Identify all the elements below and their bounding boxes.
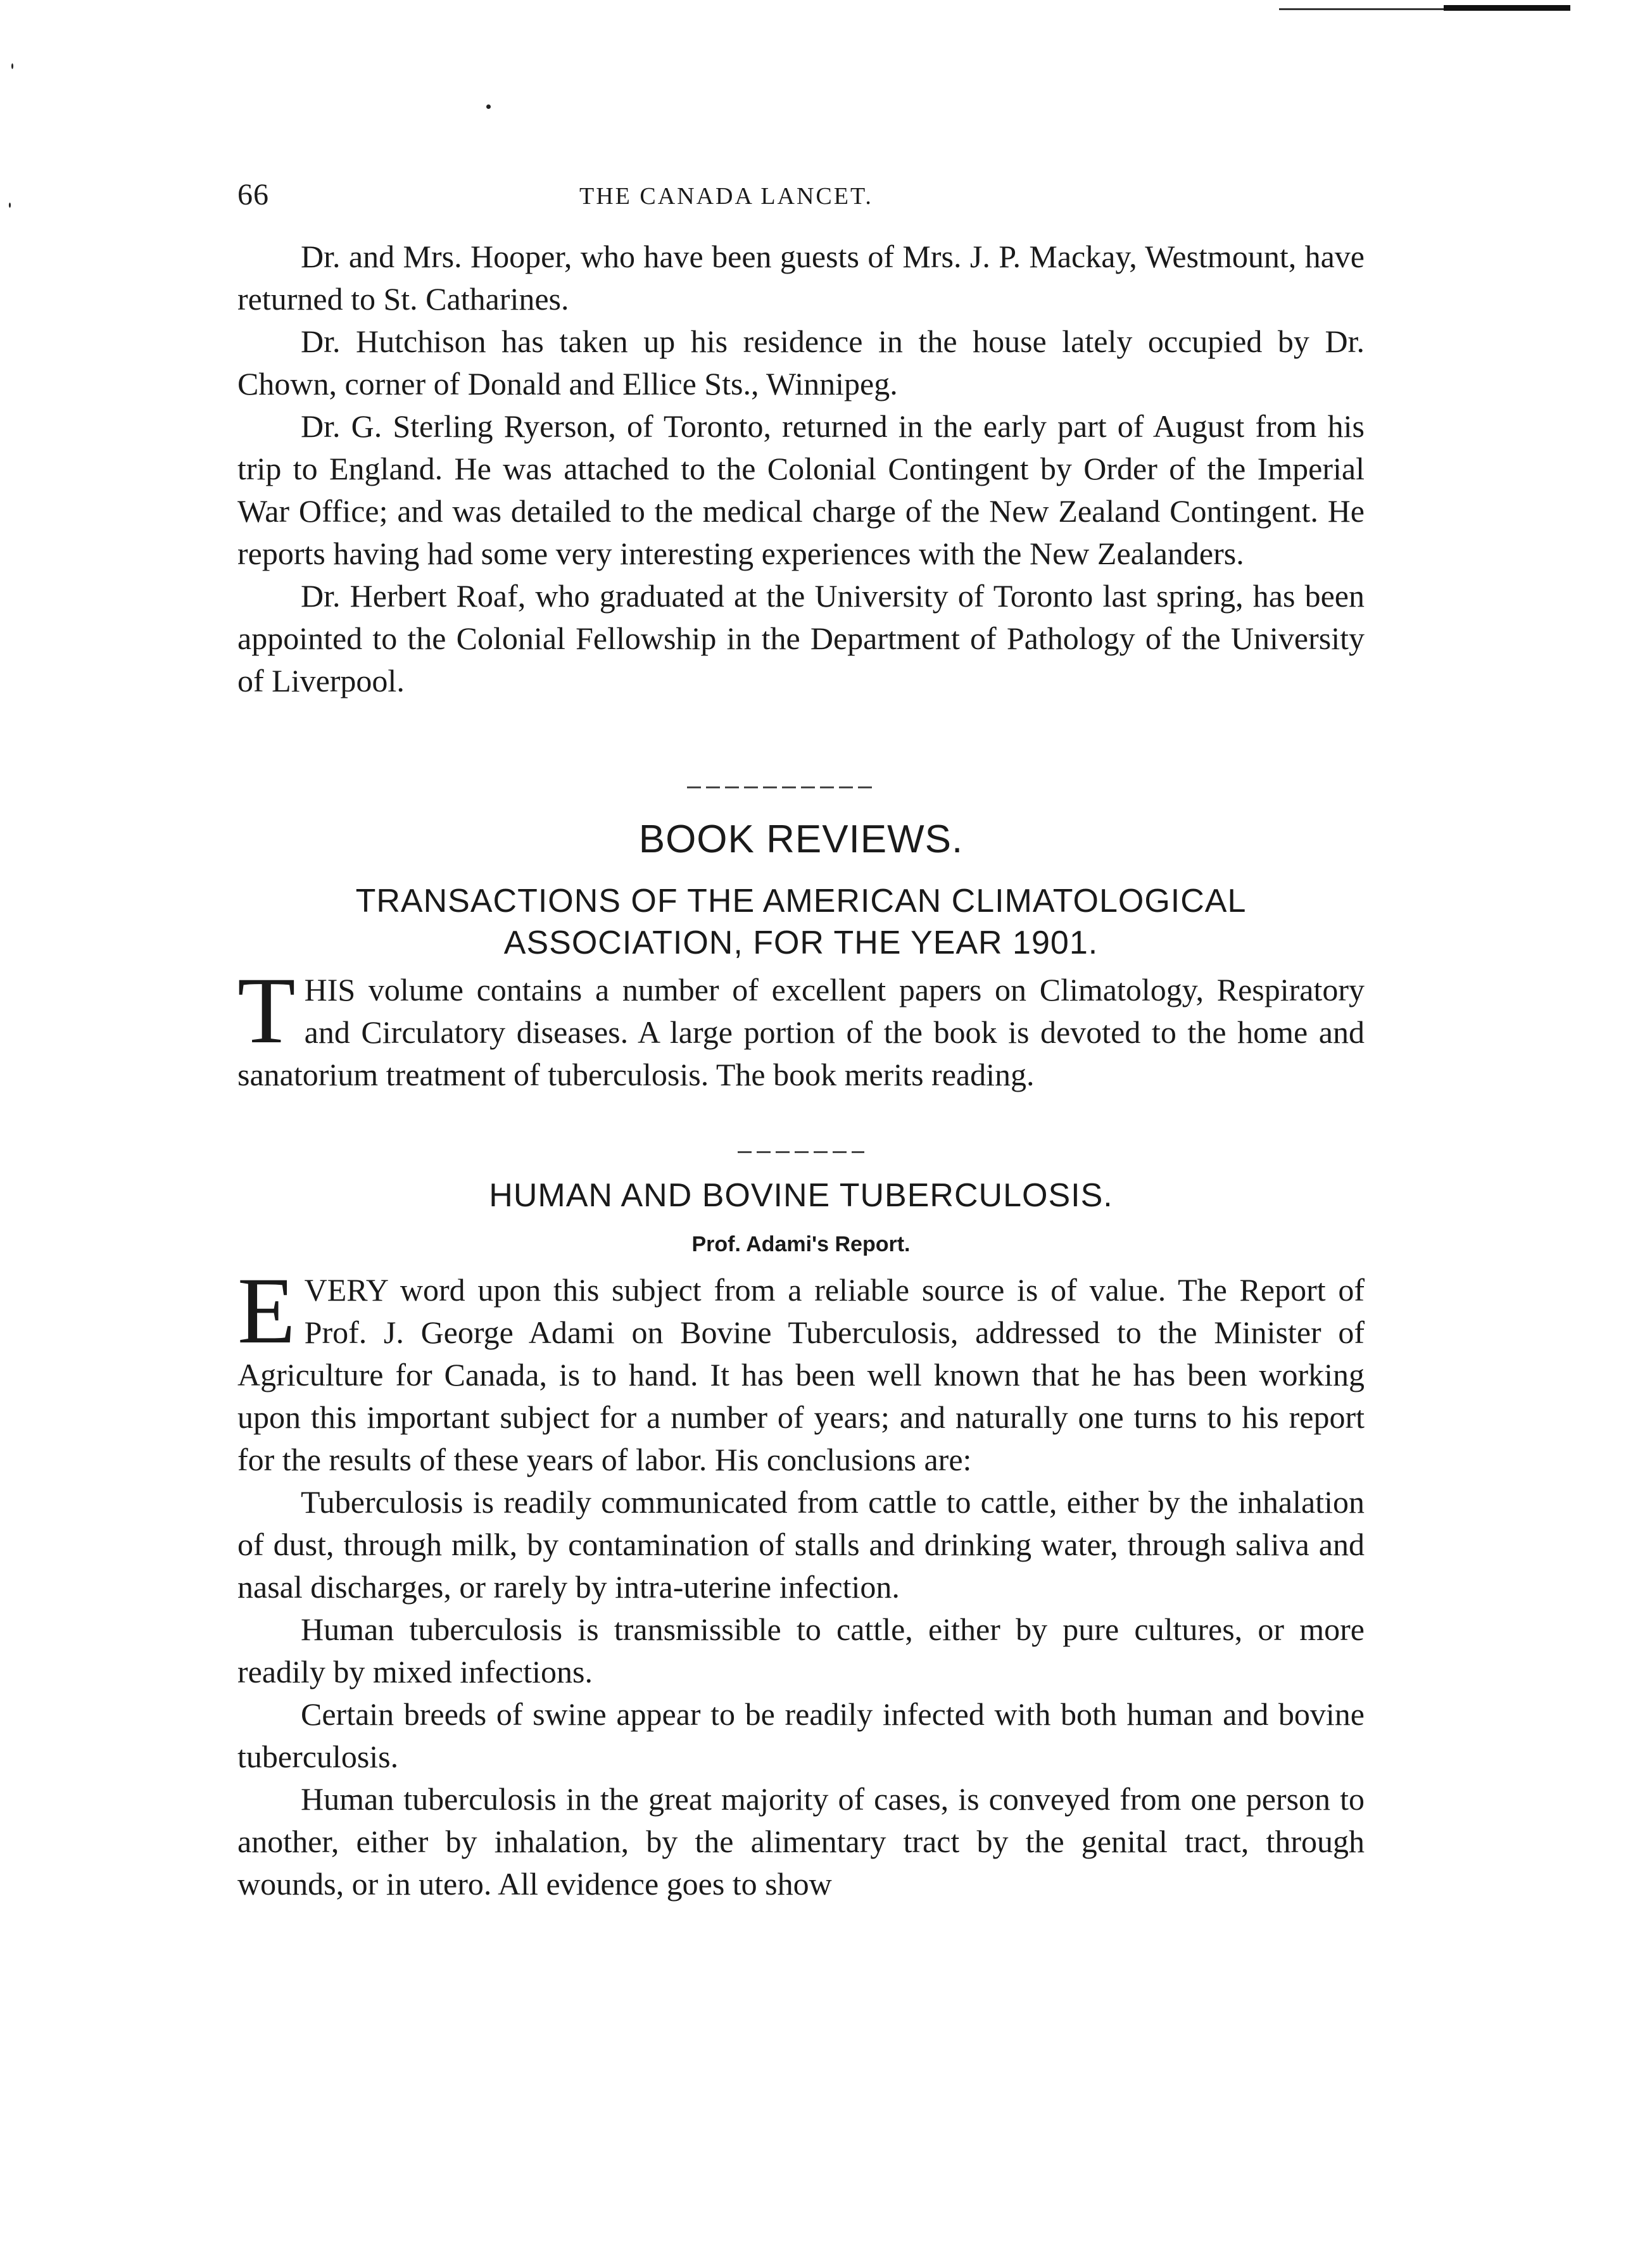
conclusion-paragraph: Tuberculosis is readily communicated from cattle to cattle, either by the inhalation of dust, through milk, by contamination of stalls and drinking water, through saliva and nasal discharges, or rarely by intra-uterine infection.: [237, 1484, 1365, 1605]
news-paragraph: Dr. G. Sterling Ryerson, of Toronto, returned in the early part of August from his trip to England. He was attached to the Colonial Contingent by Order of the Imperial War Office; and was detailed to the medical charge of the New Zealand Contingent. He reports having had some very interesting experiences with the New Zealanders.: [237, 408, 1365, 571]
conclusion-paragraph: Human tuberculosis is transmissible to cattle, either by pure cultures, or more readily by mixed infections.: [237, 1612, 1365, 1689]
section-divider: [687, 786, 877, 788]
scan-speck: [486, 104, 491, 109]
news-paragraph: Dr. Herbert Roaf, who graduated at the University of Toronto last spring, has been appointed to the Colonial Fellowship in the Department of Pathology of the University of Liverpool.: [237, 578, 1365, 698]
drop-cap: T: [237, 958, 296, 1063]
news-section: [237, 236, 1365, 702]
review-body: [237, 1258, 1365, 1905]
drop-cap: E: [237, 1258, 296, 1363]
review-title: HUMAN AND BOVINE TUBERCULOSIS.: [489, 1177, 1113, 1214]
scan-speck: [9, 203, 11, 208]
review-paragraph: VERY word upon this subject from a reliable source is of value. The Report of Prof. J. George Adami on Bovine Tuberculosis, addressed to the Minister of Agriculture for Canada, is to hand. It has been well known that he has been working upon this important subject for a number of years; and naturally one turns to his report for the results of these years of labor. His conclusions are:: [237, 1272, 1365, 1477]
review-title: TRANSACTIONS OF THE AMERICAN CLIMATOLOGICAL ASSOCIATION, FOR THE YEAR 1901.: [355, 883, 1247, 961]
page-number: 66: [237, 178, 269, 211]
review-byline: Prof. Adami's Report.: [691, 1232, 911, 1256]
news-paragraph: Dr. and Mrs. Hooper, who have been guests of Mrs. J. P. Mackay, Westmount, have returned to St. Catharines.: [237, 239, 1365, 317]
scan-speck: [11, 63, 13, 69]
news-paragraph: Dr. Hutchison has taken up his residence in the house lately occupied by Dr. Chown, corner of Donald and Ellice Sts., Winnipeg.: [237, 324, 1365, 401]
section-divider: [738, 1151, 864, 1153]
book-reviews-heading: BOOK REVIEWS.: [638, 817, 964, 861]
review-paragraph: HIS volume contains a number of excellent papers on Climatology, Respiratory and Circulatory diseases. A large portion of the book is devoted to the home and sanatorium treatment of tuberculosis. The book merits reading.: [237, 972, 1365, 1092]
top-rule-thick: [1444, 5, 1570, 11]
conclusion-paragraph: Human tuberculosis in the great majority of cases, is conveyed from one person to another, either by inhalation, by the alimentary tract by the genital tract, through wounds, or in utero. All evidence goes to show: [237, 1781, 1365, 1902]
journal-title: THE CANADA LANCET.: [579, 183, 873, 210]
conclusion-paragraph: Certain breeds of swine appear to be readily infected with both human and bovine tuberculosis.: [237, 1696, 1365, 1774]
running-head: [237, 177, 1365, 215]
review-body: [237, 958, 1365, 1096]
top-rule: [1279, 5, 1570, 11]
